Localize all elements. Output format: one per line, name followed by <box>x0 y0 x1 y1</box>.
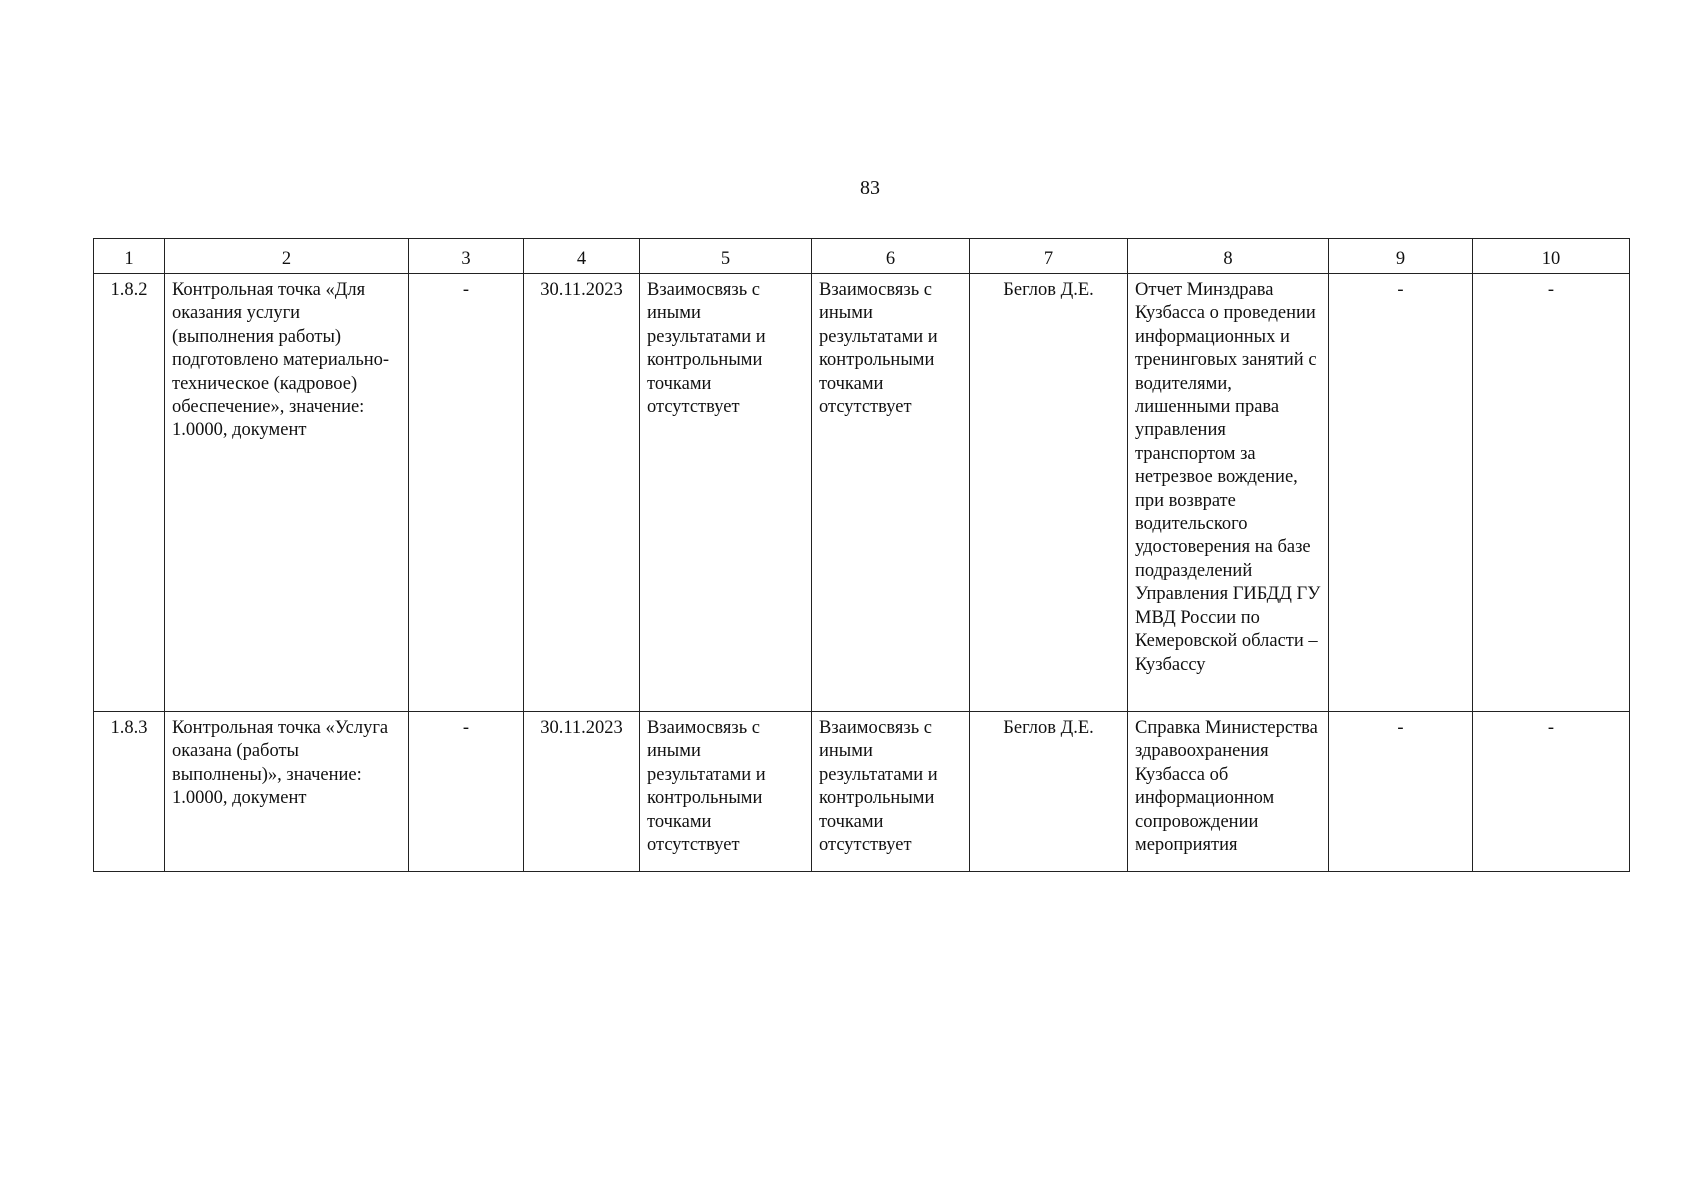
cell-date: 30.11.2023 <box>524 712 640 872</box>
cell-relation: Взаимосвязь с иными результатами и контрольными точками отсутствует <box>640 274 812 712</box>
column-header: 8 <box>1128 239 1329 274</box>
column-header: 4 <box>524 239 640 274</box>
cell-relation: Взаимосвязь с иными результатами и контрольными точками отсутствует <box>812 274 970 712</box>
page-number: 83 <box>860 177 880 199</box>
cell-responsible: Беглов Д.Е. <box>970 274 1128 712</box>
cell-document: Справка Министерства здравоохранения Кузбасса об информационном сопровождении мероприятия <box>1128 712 1329 872</box>
cell-col10: - <box>1473 274 1630 712</box>
cell-document: Отчет Минздрава Кузбасса о проведении информационных и тренинговых занятий с водителями, лишенными права управления транспортом за нетрезвое вождение, при возврате водительского удостоверения на базе подразделений Управления ГИБДД ГУ МВД России по Кемеровской области – Кузбассу <box>1128 274 1329 712</box>
table-row <box>94 274 1630 712</box>
column-header: 9 <box>1329 239 1473 274</box>
column-header: 2 <box>165 239 409 274</box>
cell-col3: - <box>409 274 524 712</box>
cell-relation: Взаимосвязь с иными результатами и контрольными точками отсутствует <box>812 712 970 872</box>
column-header: 7 <box>970 239 1128 274</box>
cell-name: Контрольная точка «Услуга оказана (работы выполнены)», значение: 1.0000, документ <box>165 712 409 872</box>
column-header: 10 <box>1473 239 1630 274</box>
cell-col9: - <box>1329 274 1473 712</box>
column-header: 1 <box>94 239 165 274</box>
cell-number: 1.8.2 <box>94 274 165 712</box>
column-header: 6 <box>812 239 970 274</box>
column-header: 3 <box>409 239 524 274</box>
column-header: 5 <box>640 239 812 274</box>
cell-number: 1.8.3 <box>94 712 165 872</box>
cell-col10: - <box>1473 712 1630 872</box>
cell-responsible: Беглов Д.Е. <box>970 712 1128 872</box>
cell-name: Контрольная точка «Для оказания услуги (выполнения работы) подготовлено материально-техническое (кадровое) обеспечение», значение: 1.0000, документ <box>165 274 409 712</box>
cell-col9: - <box>1329 712 1473 872</box>
cell-date: 30.11.2023 <box>524 274 640 712</box>
control-points-table <box>93 238 1630 872</box>
table-header-row <box>94 239 1630 274</box>
cell-relation: Взаимосвязь с иными результатами и контрольными точками отсутствует <box>640 712 812 872</box>
table-row <box>94 712 1630 872</box>
cell-col3: - <box>409 712 524 872</box>
